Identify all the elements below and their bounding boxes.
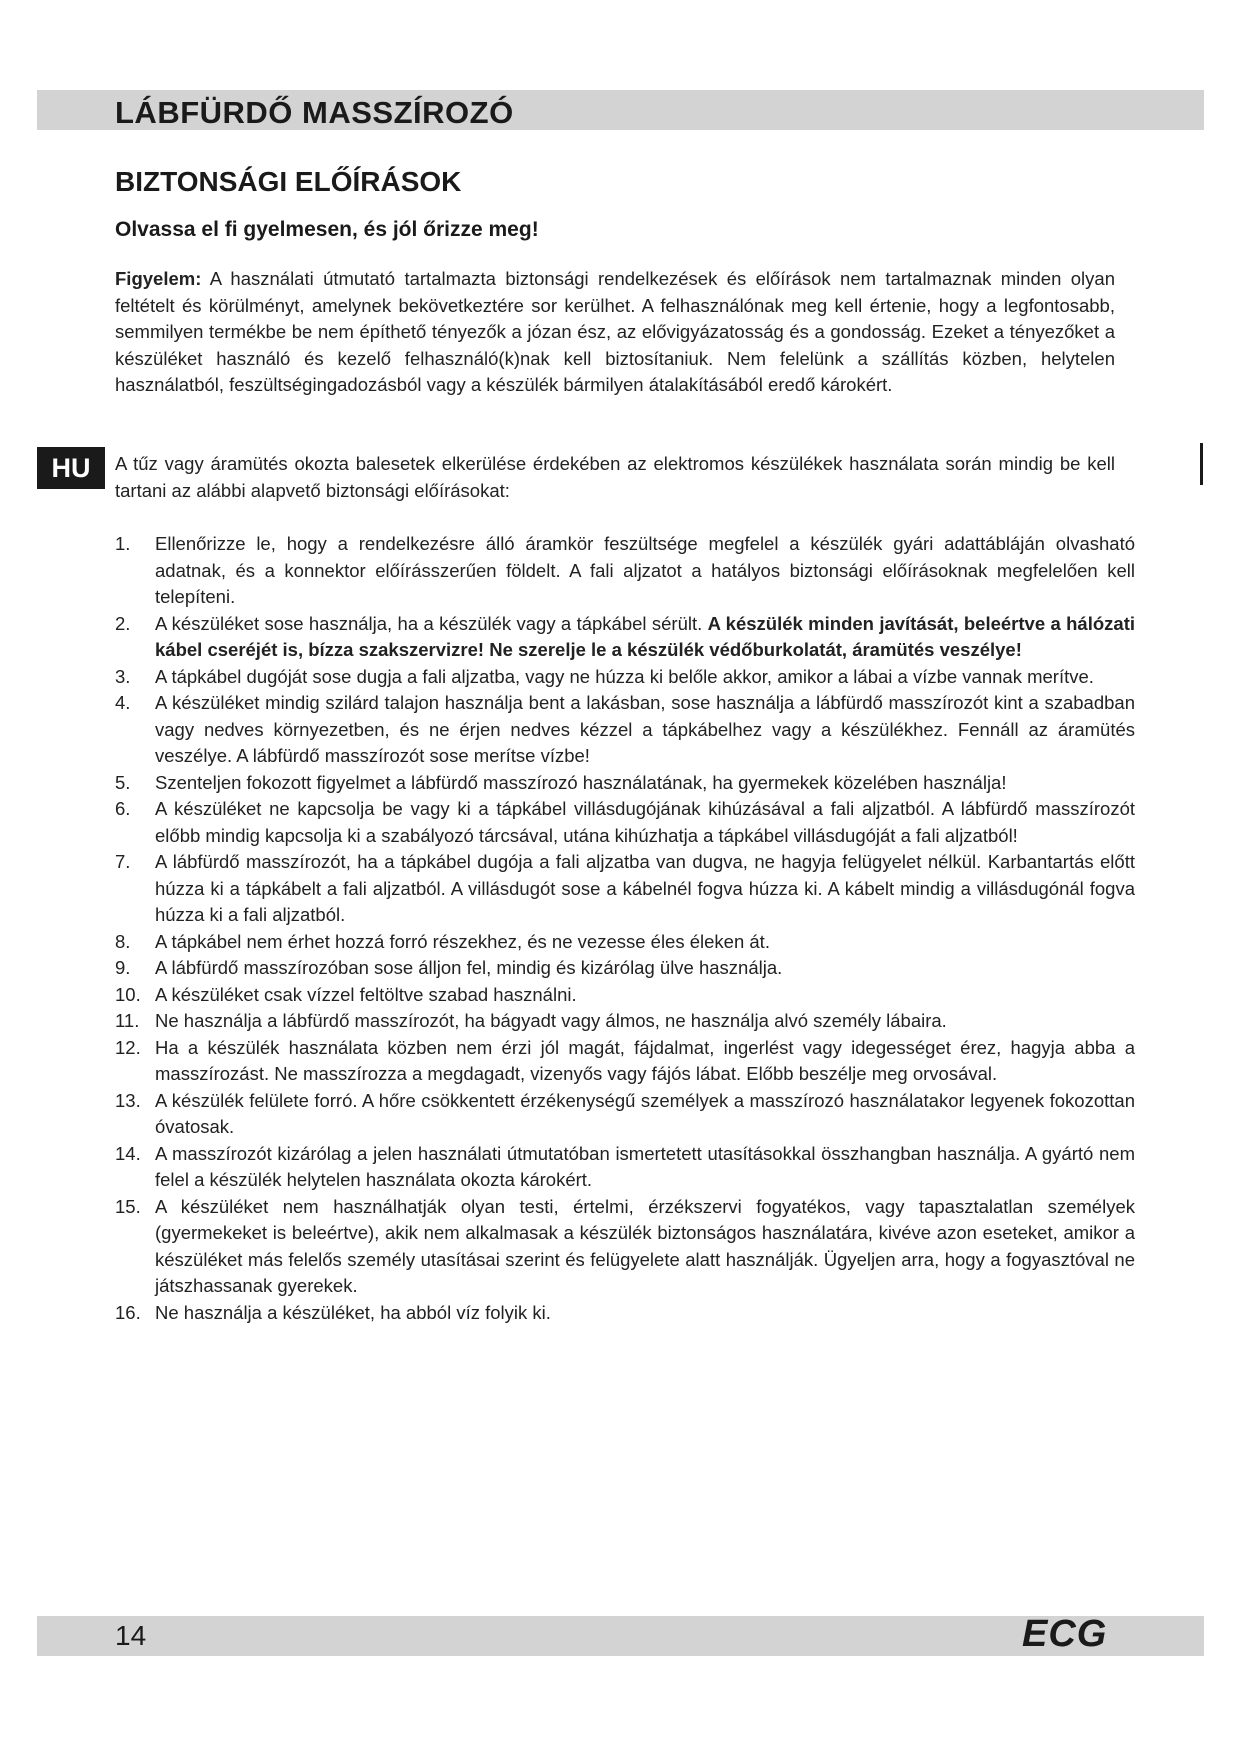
item-number: 6. [115, 798, 131, 819]
list-item [115, 849, 1135, 929]
safety-list [115, 531, 1135, 1326]
lead-paragraph: A tűz vagy áramütés okozta balesetek elkerülése érdekében az elektromos készülékek használata során mindig be kell tartani az alábbi alapvető biztonsági előírásokat: [115, 453, 1115, 501]
item-number: 2. [115, 612, 131, 634]
item-number: 9. [115, 957, 131, 978]
item-text: A készüléket sose használja, ha a készülék vagy a tápkábel sérült. [155, 612, 708, 634]
item-emphasis: A készülék minden javítását, beleértve a hálózati kábel cseréjét is, bízza szakszervizre! Ne szerelje le a készülék védőburkolatát, áramütés veszélye! [155, 612, 1135, 660]
list-item [115, 690, 1135, 770]
item-text: A lábfürdő masszírozóban sose álljon fel, mindig és kizárólag ülve használja. [155, 957, 783, 978]
list-item [115, 1088, 1135, 1141]
item-text: A készülék felülete forró. A hőre csökkentett érzékenységű személyek a masszírozó használatakor legyenek fokozottan óvatosak. [155, 1089, 1135, 1137]
item-number: 3. [115, 665, 131, 687]
list-item [115, 611, 1135, 664]
warning-label: Figyelem: [115, 268, 202, 289]
list-item [115, 531, 1135, 611]
item-number: 4. [115, 692, 131, 713]
item-number: 10. [115, 983, 141, 1005]
section-heading: BIZTONSÁGI ELŐÍRÁSOK [115, 166, 462, 197]
language-tab: HU [37, 447, 105, 489]
item-text: A lábfürdő masszírozót, ha a tápkábel dugója a fali aljzatba van dugva, ne hagyja felügyelet nélkül. Karbantartás előtt húzza ki a tápkábelt a fali aljzatból. A villásdugót sose a kábelnél fogva húzza ki. A kábelt mindig a villásdugónál fogva húzza ki a fali aljzatból. [155, 851, 1135, 925]
subheading: Olvassa el fi gyelmesen, és jól őrizze meg! [115, 218, 539, 241]
item-text: Ne használja a lábfürdő masszírozót, ha bágyadt vagy álmos, ne használja alvó személy lábaira. [155, 1010, 947, 1031]
brand-logo: ECG [1022, 1613, 1108, 1655]
item-text: A készüléket csak vízzel feltöltve szabad használni. [155, 983, 577, 1005]
item-text: A tápkábel nem érhet hozzá forró részekhez, és ne vezesse éles éleken át. [155, 930, 770, 952]
item-number: 11. [115, 1010, 140, 1031]
item-text: Szenteljen fokozott figyelmet a lábfürdő masszírozó használatának, ha gyermekek közelében használja! [155, 771, 1007, 793]
warning-paragraph [115, 266, 1115, 399]
list-item [115, 1300, 1135, 1327]
list-item [115, 796, 1135, 849]
page-number: 14 [115, 1620, 147, 1651]
list-item [115, 1194, 1135, 1300]
warning-text: A használati útmutató tartalmazta biztonsági rendelkezések és előírások nem tartalmaznak minden olyan feltételt és körülményt, amelynek bekövetkeztére sor kerülhet. A felhasználónak meg kell értenie, hogy a legfontosabb, semmilyen termékbe be nem építhető tényezők a józan ész, az elővigyázatosság és a gondosság. Ezeket a tényezőket a készüléket használó és kezelő felhasználó(k)nak kell biztosítaniuk. Nem felelünk a szállítás közben, helytelen használatból, feszültségingadozásból vagy a készülék bármilyen átalakításából eredő károkért. [115, 268, 1115, 395]
item-text: Ha a készülék használata közben nem érzi jól magát, fájdalmat, ingerlést vagy idegességet érez, hagyja abba a masszírozást. Ne masszírozza a megdagadt, vizenyős vagy fájós lábat. Előbb beszélje meg orvosával. [155, 1036, 1135, 1084]
item-number: 1. [115, 533, 131, 554]
item-text: Ellenőrizze le, hogy a rendelkezésre álló áramkör feszültsége megfelel a készülék gyári adattábláján olvasható adatnak, és a konnektor előírásszerűen földelt. A fali aljzatot a hatályos biztonsági előírásoknak megfelelően kell telepíteni. [155, 533, 1135, 607]
list-item [115, 770, 1135, 797]
item-number: 8. [115, 930, 131, 952]
item-text: A készüléket ne kapcsolja be vagy ki a tápkábel villásdugójának kihúzásával a fali aljzatból. A lábfürdő masszírozót előbb mindig kapcsolja ki a szabályozó tárcsával, utána kihúzhatja a tápkábel villásdugóját a fali aljzatból! [155, 798, 1135, 846]
item-number: 5. [115, 771, 131, 793]
item-text: A készüléket nem használhatják olyan testi, értelmi, érzékszervi fogyatékos, vagy tapasztalatlan személyek (gyermekeket is beleértve), akik nem alkalmasak a készülék biztonságos használatára, kivéve azon eseteket, amikor a készüléket más felelős személy utasításai szerint és felügyelete alatt használják. Ügyeljen arra, hogy a fogyasztóval ne játszhassanak gyerekek. [155, 1195, 1135, 1296]
item-number: 14. [115, 1142, 141, 1164]
margin-marker [1200, 443, 1203, 485]
item-number: 12. [115, 1036, 141, 1058]
list-item [115, 1141, 1135, 1194]
list-item [115, 982, 1135, 1009]
item-number: 7. [115, 851, 131, 872]
item-text: A készüléket mindig szilárd talajon használja bent a lakásban, sose használja a lábfürdő masszírozót kint a szabadban vagy nedves környezetben, és ne érjen nedves kézzel a tápkábelhez vagy a készülékhez. Fennáll az áramütés veszélye. A lábfürdő masszírozót sose merítse vízbe! [155, 692, 1135, 766]
list-item [115, 1008, 1135, 1035]
item-text: Ne használja a készüléket, ha abból víz folyik ki. [155, 1301, 551, 1323]
item-text: A masszírozót kizárólag a jelen használati útmutatóban ismertetett utasításokkal összhangban használja. A gyártó nem felel a készülék helytelen használata okozta károkért. [155, 1142, 1135, 1190]
item-number: 16. [115, 1301, 141, 1323]
list-item [115, 664, 1135, 691]
item-text: A tápkábel dugóját sose dugja a fali aljzatba, vagy ne húzza ki belőle akkor, amikor a lábai a vízbe vannak merítve. [155, 665, 1094, 687]
list-item [115, 955, 1135, 982]
item-number: 15. [115, 1195, 141, 1217]
page-title: LÁBFÜRDŐ MASSZÍROZÓ [115, 95, 514, 130]
list-item [115, 1035, 1135, 1088]
item-number: 13. [115, 1089, 141, 1111]
list-item [115, 929, 1135, 956]
